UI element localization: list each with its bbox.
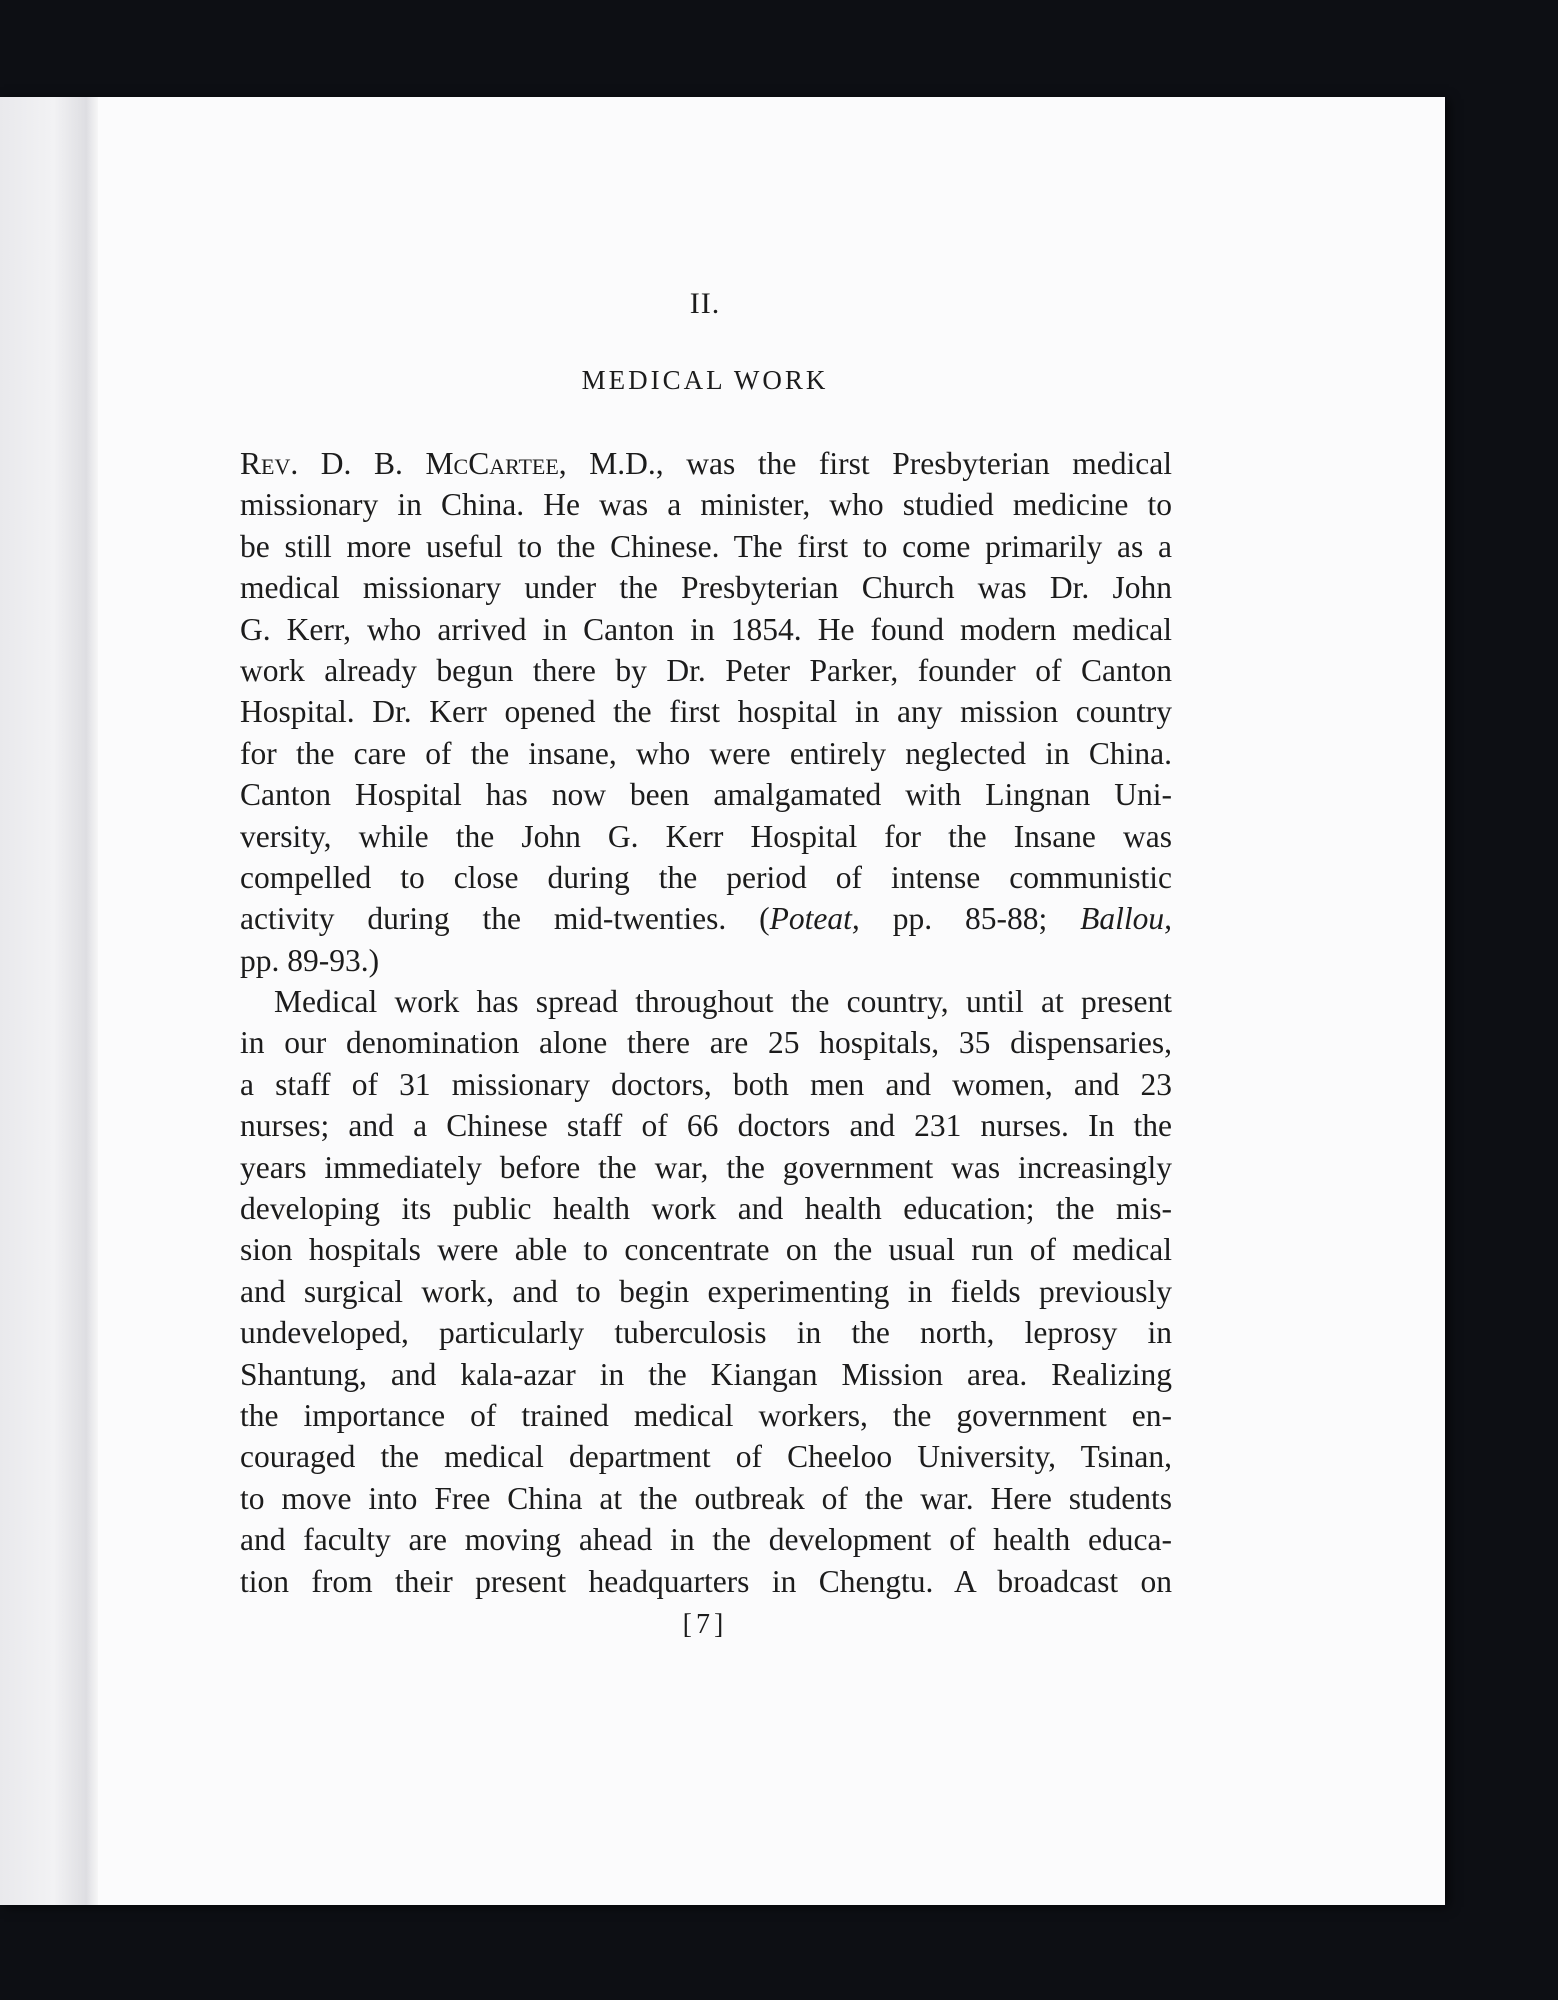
paragraph-2-line: sion hospitals were able to concentrate on the usual run of medical (240, 1232, 1172, 1268)
paragraph-1-line: activity during the mid-twenties. (Poteat, pp. 85-88; Ballou, (240, 901, 1172, 937)
paragraph-2-line: undeveloped, particularly tuberculosis in the north, leprosy in (240, 1315, 1172, 1351)
paragraph-2-line: the importance of trained medical workers, the government en- (240, 1397, 1172, 1433)
paragraph-2-line: a staff of 31 missionary doctors, both men and women, and 23 (240, 1066, 1172, 1102)
paragraph-1-line: pp. 89-93.) (240, 942, 380, 978)
paragraph-2-line: couraged the medical department of Cheeloo University, Tsinan, (240, 1439, 1172, 1475)
page-gutter (0, 97, 98, 1905)
paragraph-1-line: for the care of the insane, who were entirely neglected in China. (240, 735, 1172, 771)
paragraph-2-line: Medical work has spread throughout the country, until at present (274, 984, 1172, 1020)
paragraph-1-line: Rev. D. B. McCartee, M.D., was the first Presbyterian medical (240, 446, 1173, 481)
paragraph-2-line: and surgical work, and to begin experimenting in fields previously (240, 1273, 1172, 1309)
paragraph-1-line: work already begun there by Dr. Peter Parker, founder of Canton (240, 652, 1172, 688)
paragraph-2-line: and faculty are moving ahead in the development of health educa- (240, 1522, 1172, 1558)
paragraph-2-line: Shantung, and kala-azar in the Kiangan Mission area. Realizing (240, 1356, 1172, 1392)
chapter-title: MEDICAL WORK (581, 365, 829, 395)
paragraph-1-line: Canton Hospital has now been amalgamated with Lingnan Uni- (240, 777, 1172, 813)
paragraph-2-line: in our denomination alone there are 25 hospitals, 35 dispensaries, (240, 1025, 1172, 1061)
paragraph-2-line: nurses; and a Chinese staff of 66 doctors and 231 nurses. In the (240, 1108, 1172, 1144)
paragraph-1-line: medical missionary under the Presbyterian Church was Dr. John (240, 570, 1172, 606)
paragraph-2-line: to move into Free China at the outbreak of the war. Here students (240, 1480, 1172, 1516)
author-name: Rev. D. B. McCartee, (240, 446, 567, 481)
book-page (0, 97, 1445, 1905)
paragraph-1-line: be still more useful to the Chinese. The first to come primarily as a (240, 528, 1172, 564)
chapter-number: II. (689, 287, 721, 320)
paragraph-2-line: years immediately before the war, the government was increasingly (240, 1149, 1172, 1185)
paragraph-1-line: missionary in China. He was a minister, who studied medicine to (240, 487, 1172, 523)
paragraph-2-line: developing its public health work and health education; the mis- (240, 1191, 1172, 1227)
paragraph-1-line: G. Kerr, who arrived in Canton in 1854. He found modern medical (240, 611, 1172, 647)
paragraph-1-line: versity, while the John G. Kerr Hospital for the Insane was (240, 818, 1172, 854)
paragraph-2-line: tion from their present headquarters in Chengtu. A broadcast on (240, 1563, 1172, 1599)
body-text (240, 443, 1172, 1602)
page-number: [7] (682, 1609, 728, 1640)
paragraph-1-line: compelled to close during the period of intense communistic (240, 859, 1172, 895)
citation-poteat: Poteat, (769, 901, 860, 937)
paragraph-1-line: Hospital. Dr. Kerr opened the first hospital in any mission country (240, 694, 1172, 730)
citation-ballou: Ballou, (1080, 901, 1172, 937)
